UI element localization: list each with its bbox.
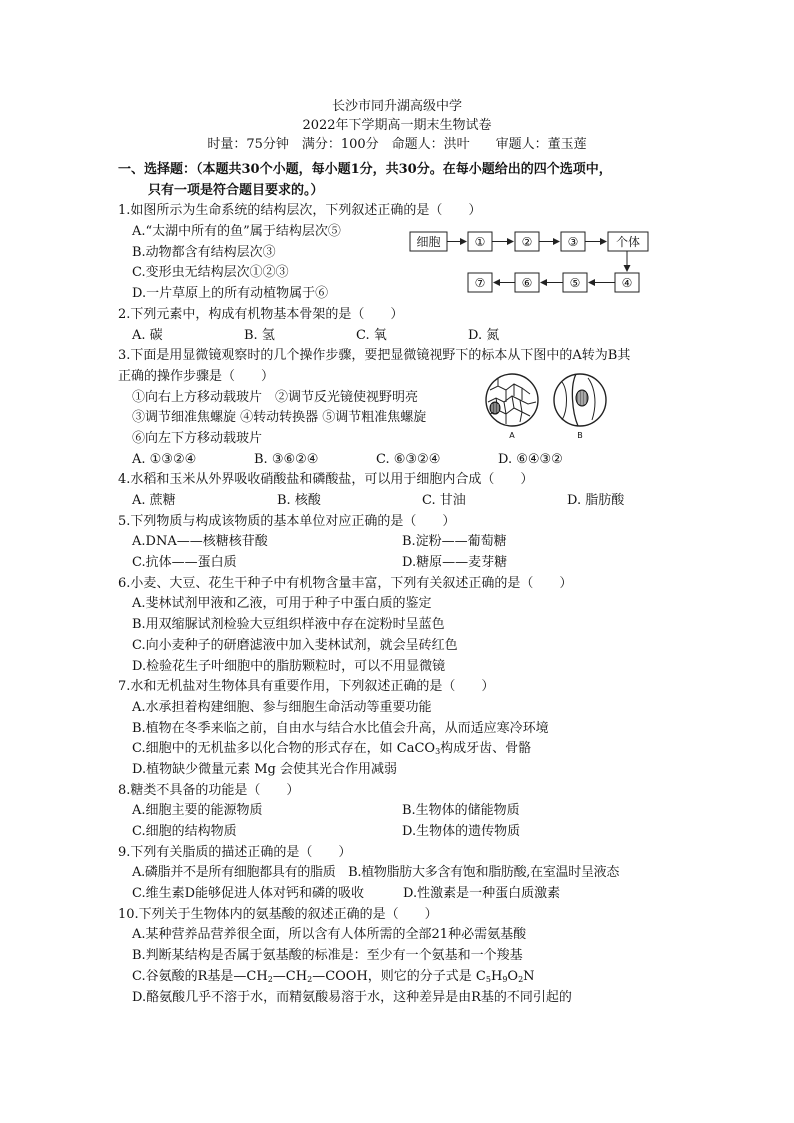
- life-system-levels-diagram: [400, 228, 660, 300]
- q3-options: [118, 450, 684, 471]
- q2-option-c: C. 氧: [356, 327, 387, 343]
- q4-option-b: B. 核酸: [277, 493, 321, 508]
- q8-option-c: C.细胞的结构物质: [132, 824, 237, 839]
- q3-step-line-2: ③调节细准焦螺旋 ④转动转换器 ⑤调节粗准焦螺旋: [132, 410, 427, 426]
- q1-option-a: A.“太湖中所有的鱼”属于结构层次⑤: [132, 224, 341, 240]
- question-3-stem: 3.下面是用显微镜观察时的几个操作步骤，要把显微镜视野下的标本从下图中的A转为B其: [118, 348, 631, 364]
- label-1: ①: [474, 235, 486, 249]
- q3-option-a: A. ①③②④: [132, 451, 197, 467]
- q10-option-d: D.酪氨酸几乎不溶于水，而精氨酸易溶于水，这种差异是由R基的不同引起的: [132, 989, 572, 1005]
- microscope-views: [476, 372, 616, 444]
- question-2-stem: 2.下列元素中，构成有机物基本骨架的是（ ）: [118, 306, 404, 322]
- view-b: [554, 374, 606, 426]
- q8-options-row-2: [118, 822, 684, 843]
- q4-option-c: C. 甘油: [422, 493, 466, 508]
- label-4: ④: [621, 276, 633, 290]
- q10-c-sub: 2: [267, 974, 273, 984]
- label-7: ⑦: [474, 276, 486, 290]
- label-individual: 个体: [615, 235, 641, 249]
- q5-option-a: A.DNA——核糖核苷酸: [132, 534, 268, 550]
- q10-c-sub: 9: [502, 974, 508, 984]
- view-a: [486, 374, 538, 426]
- q4-option-d: D. 脂肪酸: [567, 493, 625, 508]
- view-a-label: A: [509, 431, 515, 440]
- q7-c-text: C.细胞中的无机盐多以化合物的形式存在，如 CaCO: [132, 741, 436, 757]
- q6-option-d: D.检验花生子叶细胞中的脂肪颗粒时，可以不用显微镜: [132, 658, 446, 674]
- q8-option-b: B.生物体的储能物质: [402, 803, 520, 819]
- q8-options-row-1: [118, 801, 684, 822]
- q7-option-d: D.植物缺少微量元素 Mg 会使其光合作用减弱: [132, 761, 397, 777]
- question-8-stem: 8.糖类不具备的功能是（ ）: [118, 782, 300, 798]
- q10-c-sub: 5: [485, 974, 491, 984]
- q9-options-ab: A.磷脂并不是所有细胞都具有的脂质 B.植物脂肪大多含有饱和脂肪酸,在室温时呈液态: [132, 865, 620, 881]
- label-5: ⑤: [569, 276, 581, 290]
- q5-option-b: B.淀粉——葡萄糖: [402, 534, 507, 550]
- q10-c-part: O: [507, 968, 519, 984]
- section-title: 一、选择题：（本题共30个小题，每小题1分，共30分。在每小题给出的四个选项中，: [118, 162, 612, 177]
- label-6: ⑥: [521, 276, 533, 290]
- q4-option-a: A. 蔗糖: [132, 493, 176, 508]
- exam-title: 2022年下学期高一期末生物试卷: [302, 118, 492, 133]
- q3-option-d: D. ⑥④③②: [498, 451, 563, 467]
- q4-options: [118, 491, 684, 512]
- q3-step-line-1: ①向右上方移动载玻片 ②调节反光镜使视野明亮: [132, 389, 419, 405]
- label-cell: 细胞: [416, 235, 441, 249]
- school-name: 长沙市同升湖高级中学: [331, 99, 462, 114]
- q2-options: [118, 326, 684, 347]
- q10-c-sub: 2: [307, 974, 313, 984]
- q2-option-b: B. 氢: [244, 327, 275, 343]
- q7-option-c: [118, 739, 684, 760]
- q9-options-cd: C.维生素D能够促进人体对钙和磷的吸收 D.性激素是一种蛋白质激素: [132, 886, 561, 902]
- q7-option-a: A.水承担着构建细胞、参与细胞生命活动等重要功能: [132, 699, 432, 715]
- q1-option-c: C.变形虫无结构层次①②③: [132, 265, 289, 281]
- q6-option-b: B.用双缩脲试剂检验大豆组织样液中存在淀粉时呈蓝色: [132, 617, 445, 633]
- exam-meta: 时量：75分钟 满分：100分 命题人：洪叶 审题人：董玉莲: [207, 137, 587, 152]
- q6-option-c: C.向小麦种子的研磨滤液中加入斐林试剂，就会呈砖红色: [132, 637, 458, 653]
- q10-c-part: N: [523, 968, 535, 984]
- question-5-stem: 5.下列物质与构成该物质的基本单位对应正确的是（ ）: [118, 513, 456, 529]
- q1-option-d: D.一片草原上的所有动植物属于⑥: [132, 286, 329, 302]
- label-3: ③: [567, 235, 579, 249]
- q6-option-a: A.斐林试剂甲液和乙液，可用于种子中蛋白质的鉴定: [132, 596, 432, 612]
- q7-c-sub: 3: [435, 747, 441, 757]
- q7-option-b: B.植物在冬季来临之前，自由水与结合水比值会升高，从而适应寒冷环境: [132, 720, 549, 736]
- q5-option-c: C.抗体——蛋白质: [132, 555, 237, 571]
- q5-option-d: D.糖原——麦芽糖: [402, 555, 508, 571]
- q8-option-a: A.细胞主要的能源物质: [132, 803, 263, 819]
- q8-option-d: D.生物体的遗传物质: [402, 824, 521, 839]
- q10-c-part: —COOH，则它的分子式是 C: [312, 968, 486, 984]
- question-6-stem: 6.小麦、大豆、花生干种子中有机物含量丰富，下列有关叙述正确的是（ ）: [118, 575, 573, 591]
- q7-c-text-end: 构成牙齿、骨骼: [440, 741, 532, 757]
- q3-option-c: C. ⑥③②④: [376, 451, 441, 467]
- question-7-stem: 7.水和无机盐对生物体具有重要作用，下列叙述正确的是（ ）: [118, 679, 495, 695]
- label-2: ②: [521, 235, 533, 249]
- q2-option-a: A. 碳: [132, 327, 163, 343]
- question-3-stem-cont: 正确的操作步骤是（ ）: [118, 368, 275, 384]
- q3-option-b: B. ③⑥②④: [254, 451, 319, 467]
- question-9-stem: 9.下列有关脂质的描述正确的是（ ）: [118, 844, 352, 860]
- q10-option-a: A.某种营养品营养很全面，所以含有人体所需的全部21种必需氨基酸: [132, 927, 527, 943]
- q10-c-part: —CH: [272, 968, 308, 984]
- q10-option-c: [118, 967, 684, 988]
- q10-c-sub: 2: [518, 974, 524, 984]
- q5-options-row-2: [118, 553, 684, 574]
- q3-step-line-3: ⑥向左下方移动载玻片: [132, 430, 263, 446]
- view-b-label: B: [577, 431, 583, 440]
- q5-options-row-1: [118, 532, 684, 553]
- q10-option-b: B.判断某结构是否属于氨基酸的标准是：至少有一个氨基和一个羧基: [132, 948, 523, 964]
- section-title-cont: 只有一项是符合题目要求的。）: [148, 182, 324, 198]
- q10-c-part: H: [490, 968, 503, 984]
- question-10-stem: 10.下列关于生物体内的氨基酸的叙述正确的是（ ）: [118, 906, 438, 922]
- q2-option-d: D. 氮: [468, 327, 500, 343]
- question-4-stem: 4.水稻和玉米从外界吸收硝酸盐和磷酸盐，可以用于细胞内合成（ ）: [118, 472, 534, 488]
- q10-c-part: C.谷氨酸的R基是—CH: [132, 968, 268, 984]
- q1-option-b: B.动物都含有结构层次③: [132, 244, 276, 260]
- question-1-stem: 1.如图所示为生命系统的结构层次，下列叙述正确的是（ ）: [118, 203, 482, 219]
- exam-header: [0, 97, 794, 154]
